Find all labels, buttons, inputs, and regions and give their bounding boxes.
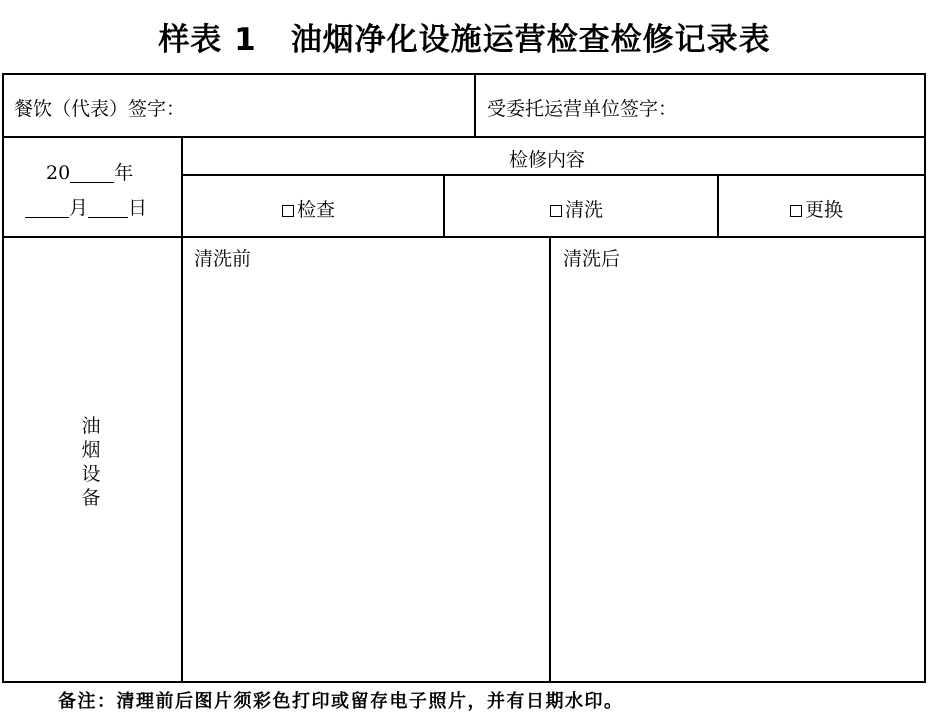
row-divider-maintenance-header: [182, 174, 926, 176]
footnote: 备注：清理前后图片须彩色打印或留存电子照片，并有日期水印。: [58, 691, 624, 712]
year-prefix: 20: [46, 162, 71, 184]
col-divider-left: [181, 136, 183, 683]
equipment-label: [79, 414, 103, 510]
inspect-checkbox[interactable]: [282, 205, 294, 217]
year-label: 年: [114, 162, 134, 184]
equipment-label-char: 设: [81, 463, 101, 485]
title-main: 油烟净化设施运营检查检修记录表: [290, 22, 771, 58]
col-divider-photos: [549, 236, 551, 683]
title-prefix: 样表 1: [158, 22, 257, 58]
maintenance-header: 检修内容: [509, 149, 586, 171]
day-blank[interactable]: [88, 199, 128, 218]
equipment-label-char: 油: [81, 415, 101, 437]
option-clean-label: 清洗: [565, 199, 604, 221]
record-table: [2, 73, 926, 683]
col-divider-signature: [474, 73, 476, 137]
option-replace-label: 更换: [805, 199, 844, 221]
month-label: 月: [69, 197, 89, 219]
option-inspect-label: 检查: [297, 199, 336, 221]
date-year-line[interactable]: [46, 158, 133, 185]
before-cleaning-label: 清洗前: [194, 248, 252, 270]
catering-signature-field[interactable]: 餐饮（代表）签字：: [14, 98, 186, 120]
clean-checkbox[interactable]: [550, 205, 562, 217]
row-divider-date: [2, 236, 926, 238]
col-divider-option-1: [443, 174, 445, 237]
replace-checkbox[interactable]: [790, 205, 802, 217]
equipment-label-char: 烟: [81, 439, 101, 461]
operator-signature-field[interactable]: 受委托运营单位签字：: [487, 98, 678, 120]
col-divider-option-2: [717, 174, 719, 237]
option-inspect[interactable]: [282, 195, 335, 222]
month-blank[interactable]: [25, 199, 69, 218]
year-blank[interactable]: [70, 164, 114, 183]
option-clean[interactable]: [550, 195, 603, 222]
day-label: 日: [128, 197, 148, 219]
equipment-label-char: 备: [81, 487, 101, 509]
page-title: [0, 14, 929, 59]
option-replace[interactable]: [790, 195, 843, 222]
row-divider-signature: [2, 136, 926, 138]
date-month-day-line[interactable]: [25, 193, 147, 220]
after-cleaning-label: 清洗后: [563, 248, 621, 270]
